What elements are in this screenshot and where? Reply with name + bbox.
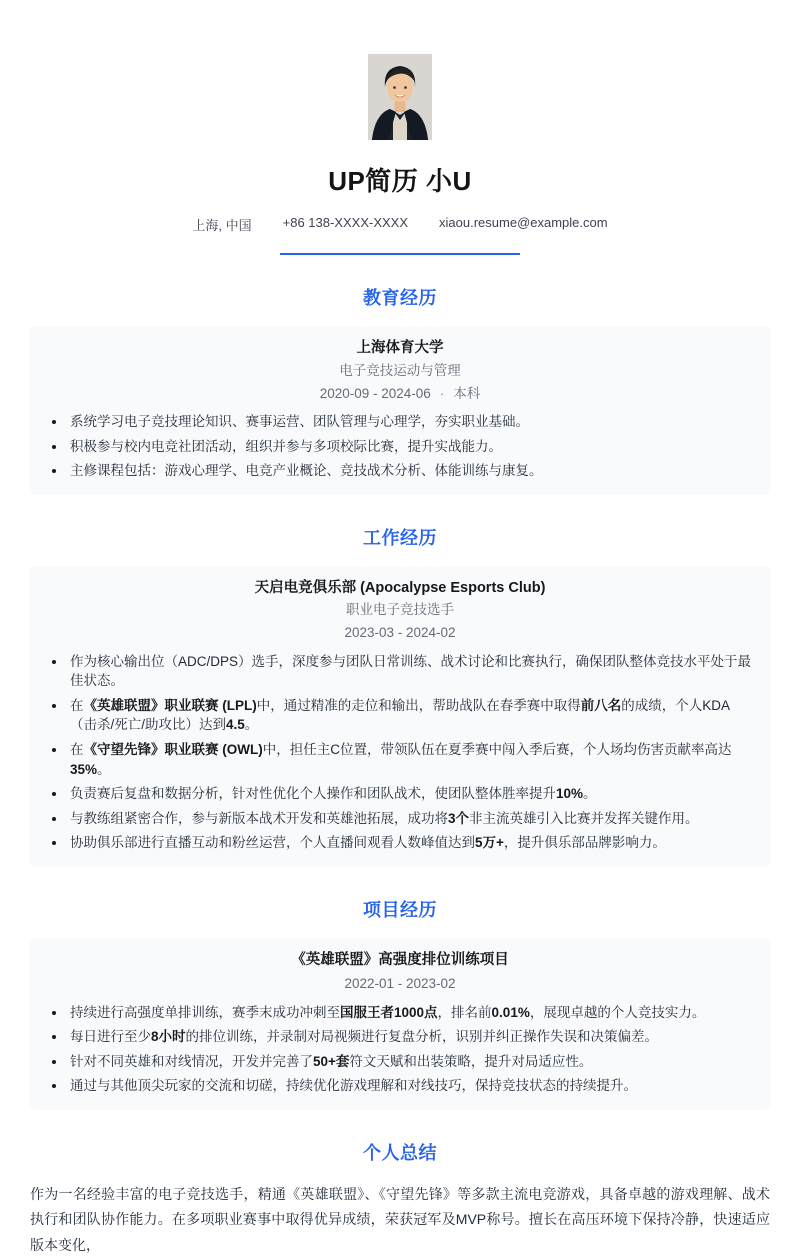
bullet-item: 主修课程包括：游戏心理学、电竞产业概论、竞技战术分析、体能训练与康复。	[46, 461, 754, 481]
contact-phone: +86 138-XXXX-XXXX	[282, 215, 409, 230]
entry-subheading: 电子竞技运动与管理	[339, 362, 461, 378]
bullet-list	[46, 652, 754, 853]
section-body	[0, 567, 800, 867]
bullet-item: 持续进行高强度单排训练，赛季末成功冲刺至国服王者1000点，排名前0.01%，展现卓越的个人竞技实力。	[46, 1003, 754, 1023]
bullet-item: 每日进行至少8小时的排位训练，并录制对局视频进行复盘分析，识别并纠正操作失误和决策偏差。	[46, 1027, 754, 1047]
entry-subheading: 职业电子竞技选手	[346, 602, 454, 618]
page-title: UP简历 小U	[328, 166, 472, 196]
entry-date-range: 2023-03 - 2024-02	[344, 625, 456, 641]
entry-card	[30, 567, 770, 867]
section-body	[0, 1182, 800, 1258]
header-divider	[280, 253, 520, 255]
entry-heading: 《英雄联盟》高强度排位训练项目	[291, 951, 509, 968]
bullet-item: 积极参与校内电竞社团活动，组织并参与多项校际比赛，提升实战能力。	[46, 437, 754, 457]
entry-card	[30, 939, 770, 1110]
entry-date	[46, 385, 754, 403]
avatar	[368, 54, 432, 140]
bullet-item: 协助俱乐部进行直播互动和粉丝运营，个人直播间观看人数峰值达到5万+，提升俱乐部品牌影响力。	[46, 833, 754, 853]
resume-sections	[0, 284, 800, 1258]
entry-heading: 上海体育大学	[356, 340, 444, 356]
bullet-item: 负责赛后复盘和数据分析，针对性优化个人操作和团队战术，使团队整体胜率提升10%。	[46, 784, 754, 804]
section-work	[0, 524, 800, 867]
section-education	[0, 284, 800, 495]
bullet-item: 在《英雄联盟》职业联赛 (LPL)中，通过精准的走位和输出，帮助战队在春季赛中取得前八名的成绩，个人KDA（击杀/死亡/助攻比）达到4.5。	[46, 696, 754, 735]
bullet-item: 与教练组紧密合作，参与新版本战术开发和英雄池拓展，成功将3个非主流英雄引入比赛并发挥关键作用。	[46, 809, 754, 829]
bullet-item: 通过与其他顶尖玩家的交流和切磋，持续优化游戏理解和对线技巧，保持竞技状态的持续提升。	[46, 1076, 754, 1096]
entry-heading: 天启电竞俱乐部 (Apocalypse Esports Club)	[254, 579, 546, 596]
bullet-item: 作为核心输出位（ADC/DPS）选手，深度参与团队日常训练、战术讨论和比赛执行，确保团队整体竞技水平处于最佳状态。	[46, 652, 754, 691]
bullet-item: 针对不同英雄和对线情况，开发并完善了50+套符文天赋和出装策略，提升对局适应性。	[46, 1052, 754, 1072]
contact-email: xiaou.resume@example.com	[439, 215, 608, 230]
section-body	[0, 939, 800, 1110]
portrait-photo-icon	[368, 54, 432, 140]
entry-card	[30, 327, 770, 495]
bullet-list	[46, 1003, 754, 1096]
contact-row	[0, 215, 800, 234]
date-degree-separator: ·	[439, 385, 445, 401]
section-projects	[0, 896, 800, 1110]
entry-date-range: 2020-09 - 2024-06	[319, 385, 431, 401]
section-title: 工作经历	[363, 527, 437, 548]
section-title: 项目经历	[363, 899, 437, 920]
entry-date	[46, 975, 754, 993]
bullet-list	[46, 412, 754, 481]
section-title: 个人总结	[363, 1142, 437, 1163]
section-title: 教育经历	[363, 288, 437, 308]
entry-date-range: 2022-01 - 2023-02	[344, 976, 456, 992]
bullet-item: 在《守望先锋》职业联赛 (OWL)中，担任主C位置，带领队伍在夏季赛中闯入季后赛，个人场均伤害贡献率高达35%。	[46, 740, 754, 779]
section-body	[0, 327, 800, 495]
entry-degree: 本科	[453, 385, 481, 401]
section-summary	[0, 1139, 800, 1258]
bullet-item: 系统学习电子竞技理论知识、赛事运营、团队管理与心理学，夯实职业基础。	[46, 412, 754, 432]
summary-paragraph: 作为一名经验丰富的电子竞技选手，精通《英雄联盟》、《守望先锋》等多款主流电竞游戏，具备卓越的游戏理解、战术执行和团队协作能力。在多项职业赛事中取得优异成绩，荣获冠军及MVP称号。擅长在高压环境下保持冷静，快速适应版本变化，	[30, 1185, 770, 1253]
resume-header	[0, 0, 800, 255]
contact-location: 上海, 中国	[192, 218, 252, 233]
entry-date	[46, 624, 754, 642]
